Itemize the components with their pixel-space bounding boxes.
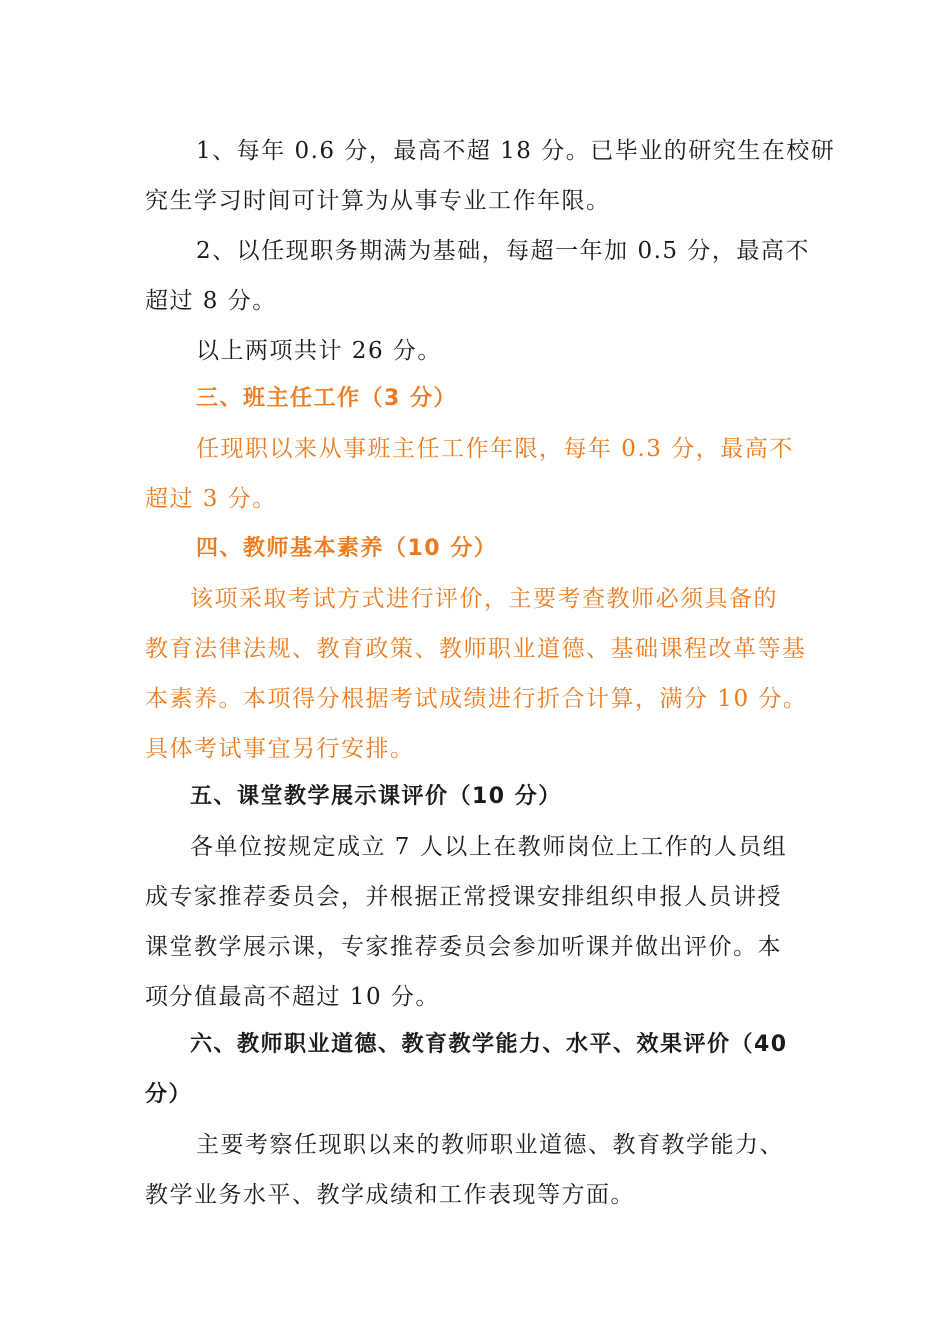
section4-heading: 四、教师基本素养（10 分） [196,536,498,561]
section4-line1: 该项采取考试方式进行评价，主要考查教师必须具备的 [190,586,778,612]
section6-line2: 教学业务水平、教学成绩和工作表现等方面。 [145,1182,635,1208]
section6-heading-line2: 分） [145,1082,193,1107]
section3-line2: 超过 3 分。 [145,486,277,512]
section4-line2: 教育法律法规、教育政策、教师职业道德、基础课程改革等基 [145,636,807,662]
section5-heading: 五、课堂教学展示课评价（10 分） [190,784,562,809]
section5-line4: 项分值最高不超过 10 分。 [145,984,440,1010]
item2-line2: 超过 8 分。 [145,288,277,314]
section3-line1: 任现职以来从事班主任工作年限，每年 0.3 分，最高不 [196,436,794,462]
section3-heading: 三、班主任工作（3 分） [196,386,457,411]
section4-line3: 本素养。本项得分根据考试成绩进行折合计算，满分 10 分。 [145,686,808,712]
section6-line1: 主要考察任现职以来的教师职业道德、教育教学能力、 [196,1132,784,1158]
section5-line3: 课堂教学展示课，专家推荐委员会参加听课并做出评价。本 [145,934,782,960]
item1-line1: 1、每年 0.6 分，最高不超 18 分。已毕业的研究生在校研 [196,138,836,164]
section6-heading-line1: 六、教师职业道德、教育教学能力、水平、效果评价（40 [190,1032,788,1057]
item2-line1: 2、以任现职务期满为基础，每超一年加 0.5 分，最高不 [196,238,810,264]
section5-line2: 成专家推荐委员会，并根据正常授课安排组织申报人员讲授 [145,884,782,910]
section4-line4: 具体考试事宜另行安排。 [145,736,415,762]
workyears-total: 以上两项共计 26 分。 [196,338,442,364]
section5-line1: 各单位按规定成立 7 人以上在教师岗位上工作的人员组 [190,834,788,860]
item1-line2: 究生学习时间可计算为从事专业工作年限。 [145,188,611,214]
